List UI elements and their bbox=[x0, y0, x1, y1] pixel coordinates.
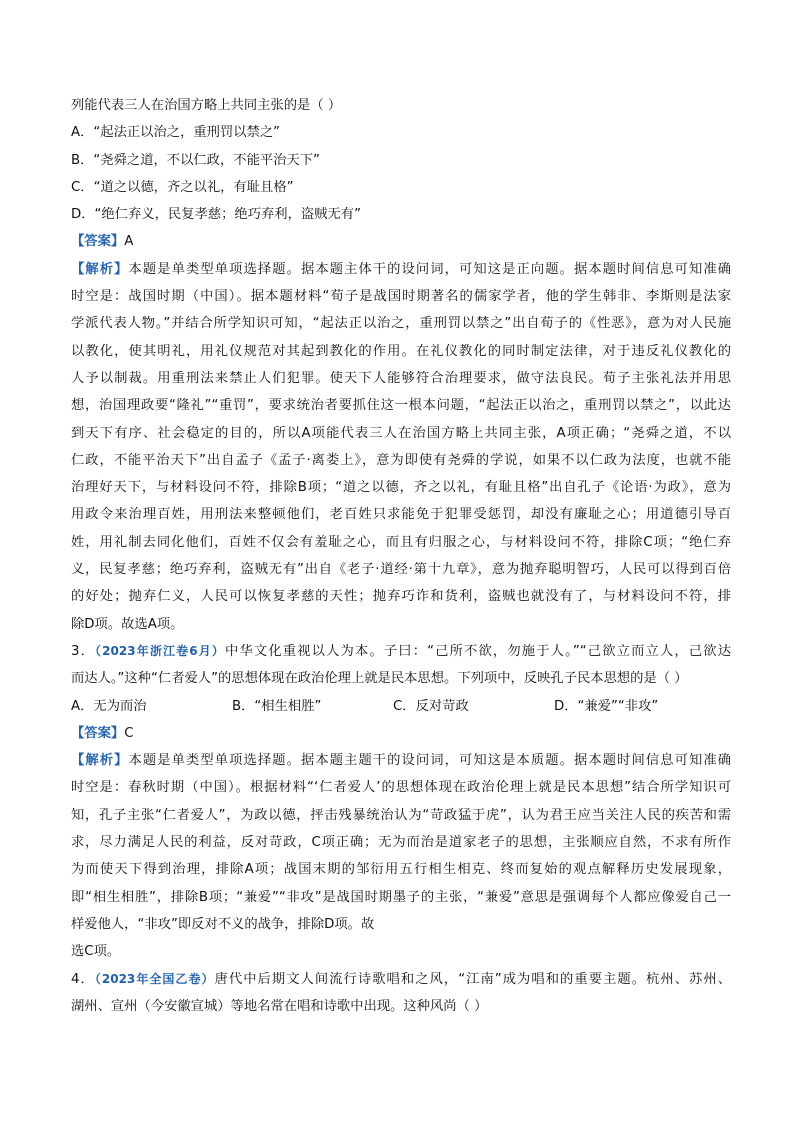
q2-analysis-line: 到天下有序、社会稳定的目的，所以A项能代表三人在治国方略上共同主张，A项正确；“尧舜之道，不以 bbox=[71, 425, 731, 441]
q4-source: （2023年全国乙卷） bbox=[94, 971, 215, 986]
q3-analysis-line: 选C项。 bbox=[71, 944, 121, 960]
q3-analysis-line: 求，尽力满足人民的利益，反对苛政，C项正确；无为而治是道家老子的思想，主张顺应自然，不求有所作 bbox=[71, 835, 731, 851]
q2-option-a: A．“起法正以治之，重刑罚以禁之” bbox=[71, 125, 281, 141]
q2-analysis-line: 用政令来治理百姓，用刑法来整顿他们，老百姓只求能免于犯罪受惩罚，却没有廉耻之心；用道德引导百 bbox=[71, 507, 731, 523]
document-page bbox=[71, 92, 731, 1020]
q2-analysis-line: 义，民复孝慈；绝巧弃利，盗贼无有”出自《老子·道经·第十九章》，意为抛弃聪明智巧，人民可以得到百倍 bbox=[71, 562, 731, 578]
q2-analysis-line: 仁政，不能平治天下”出自孟子《孟子·离娄上》，意为即使有尧舜的学说，如果不以仁政为法度，也就不能 bbox=[71, 452, 731, 468]
analysis-text: 本题是单类型单项选择题。据本题主体干的设问词，可知这是正向题。据本题时间信息可知准确 bbox=[128, 261, 732, 277]
q2-analysis-line: 人予以制裁。用重刑法来禁止人们犯罪。使天下人能够符合治理要求，做守法良民。荀子主张礼法并用思 bbox=[71, 370, 731, 386]
analysis-text: 本题是单类型单项选择题。据本题主题干的设问词，可知这是本质题。据本题时间信息可知准确 bbox=[128, 753, 732, 769]
q3-number: 3． bbox=[71, 643, 96, 659]
q2-option-d: D．“绝仁弃义，民复孝慈；绝巧弃利，盗贼无有” bbox=[71, 207, 361, 223]
answer-value: A bbox=[124, 234, 134, 250]
q2-analysis-line: 想，治国理政要“隆礼”“重罚”，要求统治者要抓住这一根本问题，“起法正以治之，重刑罚以禁之”，以此达 bbox=[71, 398, 731, 414]
q3-option-a: A．无为而治 bbox=[71, 698, 147, 714]
q3-analysis-line: 为而使天下得到治理，排除A项；战国末期的邹衍用五行相生相克、终而复始的观点解释历史发展现象， bbox=[71, 862, 731, 878]
q2-analysis-line: 除D项。故选A项。 bbox=[71, 616, 184, 632]
q3-options bbox=[71, 693, 731, 720]
q3-analysis-line: 知，孔子主张“仁者爱人”，为政以德，抨击残暴统治认为“苛政猛于虎”，认为君王应当关注人民的疾苦和需 bbox=[71, 807, 731, 823]
q2-analysis-line: 学派代表人物。”并结合所学知识可知，“起法正以治之，重刑罚以禁之”出自荀子的《性恶》，意为对人民施 bbox=[71, 316, 731, 332]
q2-analysis-line bbox=[71, 256, 731, 283]
q2-analysis-line: 以教化，使其明礼，用礼仪规范对其起到教化的作用。在礼仪教化的同时制定法律，对于违反礼仪教化的 bbox=[71, 343, 731, 359]
q3-stem-text: 中华文化重视以人为本。子曰：“己所不欲，勿施于人。”“己欲立而立人，己欲达 bbox=[225, 643, 732, 659]
q2-analysis-line: 的好处；抛弃仁义，人民可以恢复孝慈的天性；抛弃巧诈和货利，盗贼也就没有了，与材料设问不符，排 bbox=[71, 589, 731, 605]
answer-tag: 【答案】 bbox=[71, 234, 125, 250]
q4-number: 4． bbox=[71, 971, 95, 987]
analysis-tag: 【解析】 bbox=[71, 753, 129, 769]
q4-stem-line: 湖州、宣州（今安徽宣城）等地名常在唱和诗歌中出现。这种风尚（ ） bbox=[71, 998, 488, 1014]
q3-analysis-line bbox=[71, 747, 731, 774]
analysis-tag: 【解析】 bbox=[71, 261, 129, 277]
q3-stem-line: 而达人。”这种“仁者爱人”的思想体现在政治伦理上就是民本思想。下列项中，反映孔子民本思想的是（ ） bbox=[71, 671, 688, 687]
q4-stem-text: 唐代中后期文人间流行诗歌唱和之风，“江南”成为唱和的重要主题。杭州、苏州、 bbox=[214, 971, 731, 987]
q3-answer bbox=[71, 720, 731, 747]
q3-option-b: B．“相生相胜” bbox=[232, 698, 322, 714]
q2-option-b: B．“尧舜之道，不以仁政，不能平治天下” bbox=[71, 152, 320, 168]
q2-option-c: C．“道之以德，齐之以礼，有耻且格” bbox=[71, 179, 294, 195]
q2-stem: 列能代表三人在治国方略上共同主张的是（ ） bbox=[71, 98, 342, 113]
q3-analysis-line: 样爱他人，“非攻”即反对不义的战争，排除D项。故 bbox=[71, 916, 375, 932]
q2-analysis-line: 治理好天下，与材料设问不符，排除B项；“道之以德，齐之以礼，有耻且格”出自孔子《论语·为政》，意为 bbox=[71, 480, 731, 496]
answer-tag: 【答案】 bbox=[71, 725, 125, 741]
q2-analysis-line: 时空是：战国时期（中国）。据本题材料“荀子是战国时期著名的儒家学者，他的学生韩非、李斯则是法家 bbox=[71, 289, 731, 305]
q4-stem-line bbox=[71, 966, 731, 993]
q3-source: （2023年浙江卷6月） bbox=[95, 643, 226, 658]
q2-answer bbox=[71, 228, 731, 255]
answer-value: C bbox=[124, 725, 134, 741]
q3-stem-line bbox=[71, 638, 731, 665]
q2-analysis-line: 姓，用礼制去同化他们，百姓不仅会有羞耻之心，而且有归服之心，与材料设问不符，排除C项；“绝仁弃 bbox=[71, 534, 731, 550]
q3-analysis-line: 即“相生相胜”，排除B项；“兼爱”“非攻”是战国时期墨子的主张，“兼爱”意思是强调每个人都应像爱自己一 bbox=[71, 889, 731, 905]
q3-analysis-line: 时空是：春秋时期（中国）。根据材料“‘仁者爱人’的思想体现在政治伦理上就是民本思想”结合所学知识可 bbox=[71, 780, 731, 796]
q3-option-c: C．反对苛政 bbox=[393, 698, 469, 714]
q3-option-d: D．“兼爱”“非攻” bbox=[554, 698, 659, 714]
